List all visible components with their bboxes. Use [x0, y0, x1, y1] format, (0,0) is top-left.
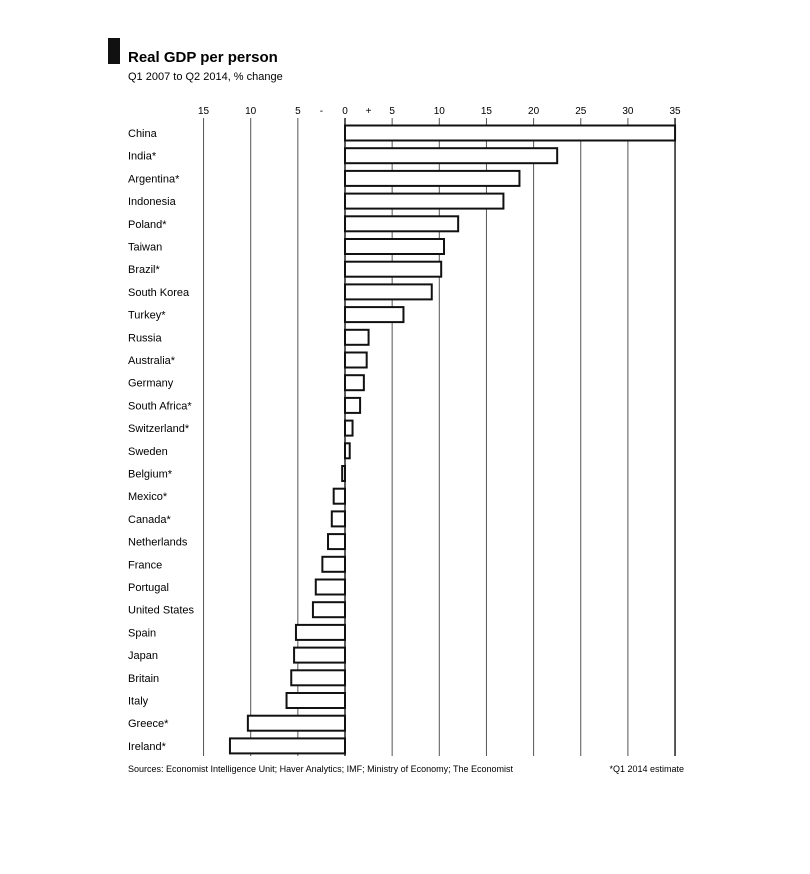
x-tick-label: 15	[480, 106, 493, 117]
bar	[345, 375, 364, 390]
category-label: Mexico*	[128, 491, 168, 504]
category-label: Turkey*	[128, 309, 166, 322]
x-tick-label: 20	[528, 106, 540, 117]
bar	[345, 148, 557, 163]
category-label: United States	[128, 604, 195, 617]
category-label: Ireland*	[128, 740, 166, 753]
category-labels	[128, 128, 195, 753]
category-label: South Korea	[128, 286, 190, 299]
gridlines	[204, 118, 676, 756]
category-label: Switzerland*	[128, 423, 190, 436]
bar	[345, 239, 444, 254]
x-tick-label: -	[319, 106, 324, 117]
bar	[345, 307, 403, 322]
category-label: Poland*	[128, 218, 167, 231]
bar	[342, 466, 345, 481]
category-label: Germany	[128, 377, 174, 390]
category-label: Taiwan	[128, 241, 163, 254]
source-note: Sources: Economist Intelligence Unit; Haver Analytics; IMF; Ministry of Economy; The Economist	[128, 764, 513, 774]
bar	[291, 670, 345, 685]
category-label: Argentina*	[128, 173, 180, 186]
bar	[345, 171, 519, 186]
bar	[294, 648, 345, 663]
bar	[287, 693, 345, 708]
category-label: Greece*	[128, 718, 169, 731]
category-label: Italy	[128, 695, 149, 708]
footnote: *Q1 2014 estimate	[609, 764, 684, 774]
bar	[345, 398, 360, 413]
category-label: Britain	[128, 672, 160, 685]
category-label: Canada*	[128, 513, 171, 526]
bar	[345, 443, 350, 458]
bar	[316, 580, 345, 595]
category-label: Japan	[128, 650, 158, 663]
category-label: China	[128, 128, 157, 140]
x-tick-label: 0	[342, 106, 348, 117]
category-label: Indonesia	[128, 196, 176, 209]
bar	[345, 421, 353, 436]
x-tick-label: 5	[389, 106, 395, 117]
bar	[345, 262, 441, 277]
bar	[322, 557, 345, 572]
category-label: Australia*	[128, 355, 176, 367]
title-marker	[108, 38, 120, 64]
bar	[313, 602, 345, 617]
x-axis-ticks	[198, 106, 681, 117]
x-tick-label: 15	[197, 106, 210, 117]
bar	[345, 330, 369, 345]
bar	[296, 625, 345, 640]
category-label: France	[128, 559, 163, 572]
bar	[345, 216, 458, 231]
x-tick-label: 10	[433, 106, 445, 117]
chart-subtitle: Q1 2007 to Q2 2014, % change	[128, 71, 283, 83]
category-label: Portugal	[128, 582, 169, 594]
bar	[230, 738, 345, 753]
x-tick-label: 25	[575, 106, 587, 117]
chart-title: Real GDP per person	[128, 49, 278, 66]
bar	[345, 284, 432, 299]
x-tick-label: 35	[669, 106, 681, 117]
bar	[334, 489, 345, 504]
category-label: Netherlands	[128, 536, 188, 549]
category-label: India*	[128, 150, 157, 163]
bar	[345, 194, 503, 209]
category-label: Sweden	[128, 445, 168, 458]
bar	[345, 353, 367, 368]
x-tick-label: +	[365, 106, 372, 117]
category-label: Russia	[128, 332, 162, 345]
category-label: Spain	[128, 627, 157, 640]
bar	[248, 716, 345, 731]
x-tick-label: 5	[295, 106, 301, 117]
bars	[230, 126, 675, 754]
x-tick-label: 30	[622, 106, 634, 117]
bar	[345, 126, 675, 141]
category-label: Brazil*	[128, 264, 160, 277]
x-tick-label: 10	[245, 106, 257, 117]
category-label: South Africa*	[128, 400, 192, 413]
bar	[332, 511, 345, 526]
category-label: Belgium*	[128, 468, 173, 481]
bar	[328, 534, 345, 549]
